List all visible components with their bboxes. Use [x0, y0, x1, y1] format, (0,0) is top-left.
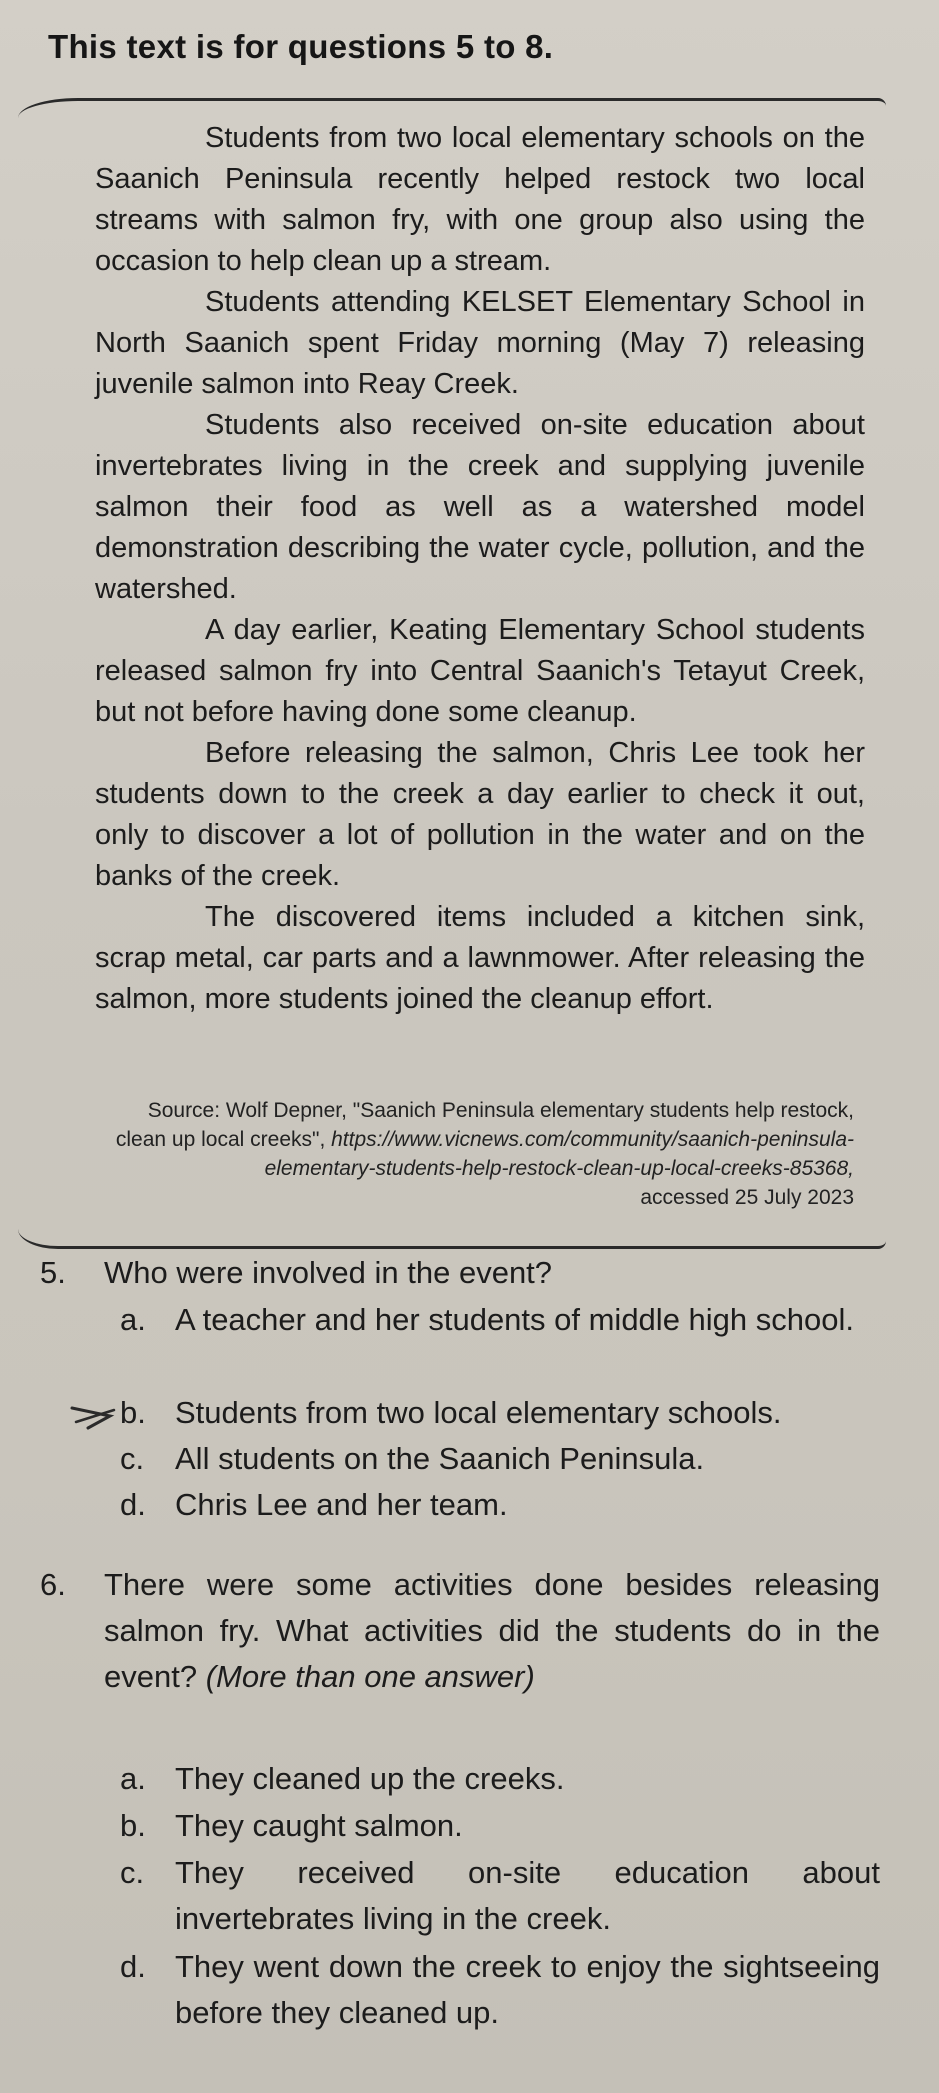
question-body: There were some activities done besides releasing salmon fry. What activities did the students do in the event?	[104, 1567, 880, 1694]
passage-paragraph: Students also received on-site education about invertebrates living in the creek and supplying juvenile salmon their food as well as a watershed model demonstration describing the water cycle, pollution, and the watershed.	[95, 409, 865, 605]
option-letter: b.	[120, 1395, 146, 1430]
question-text	[40, 1562, 880, 1700]
question-text: Who were involved in the event?	[104, 1255, 553, 1290]
source-citation	[94, 1096, 854, 1212]
passage-paragraph: The discovered items included a kitchen sink, scrap metal, car parts and a lawnmower. After releasing the salmon, more students joined the cleanup effort.	[95, 901, 865, 1015]
option-6a[interactable]	[120, 1756, 880, 1802]
option-5b[interactable]	[120, 1390, 880, 1436]
question-number: 5.	[40, 1255, 66, 1290]
option-letter: b.	[120, 1808, 146, 1843]
option-text: They caught salmon.	[175, 1808, 463, 1843]
option-letter: d.	[120, 1949, 146, 1984]
source-prefix: Source: Wolf Depner, "Saanich Peninsula elementary students help restock, clean up local creeks",	[115, 1099, 854, 1151]
option-6c[interactable]	[120, 1850, 880, 1942]
passage-paragraph: A day earlier, Keating Elementary School students released salmon fry into Central Saanich's Tetayut Creek, but not before having done some cleanup.	[95, 614, 865, 728]
option-letter: a.	[120, 1761, 146, 1796]
question-number: 6.	[40, 1567, 66, 1602]
source-accessed: accessed 25 July 2023	[640, 1186, 854, 1209]
option-6b[interactable]	[120, 1803, 880, 1849]
question-stem	[40, 1562, 880, 1700]
passage-paragraph: Before releasing the salmon, Chris Lee took her students down to the creek a day earlier to check it out, only to discover a lot of pollution in the water and on the banks of the creek.	[95, 737, 865, 892]
option-text: They went down the creek to enjoy the sightseeing before they cleaned up.	[175, 1949, 880, 2030]
option-text: All students on the Saanich Peninsula.	[175, 1441, 705, 1476]
option-letter: c.	[120, 1441, 145, 1476]
option-text: Chris Lee and her team.	[175, 1487, 508, 1522]
option-5c[interactable]	[120, 1436, 880, 1482]
option-text: They cleaned up the creeks.	[175, 1761, 565, 1796]
option-letter: a.	[120, 1302, 146, 1337]
option-letter: c.	[120, 1855, 145, 1890]
section-header: This text is for questions 5 to 8.	[48, 28, 554, 65]
passage-paragraph: Students attending KELSET Elementary School in North Saanich spent Friday morning (May 7) releasing juvenile salmon into Reay Creek.	[95, 286, 865, 400]
option-letter: d.	[120, 1487, 146, 1522]
question-note: (More than one answer)	[205, 1659, 535, 1694]
option-6d[interactable]	[120, 1944, 880, 2036]
option-text: Students from two local elementary schools.	[175, 1395, 782, 1430]
checkmark-icon	[70, 1402, 132, 1432]
option-text: A teacher and her students of middle high school.	[175, 1302, 854, 1337]
option-text: They received on-site education about invertebrates living in the creek.	[175, 1855, 880, 1936]
question-stem	[40, 1250, 880, 1296]
passage-paragraph: Students from two local elementary schools on the Saanich Peninsula recently helped restock two local streams with salmon fry, with one group also using the occasion to help clean up a stream.	[95, 122, 865, 277]
option-5d[interactable]	[120, 1482, 880, 1528]
source-url: https://www.vicnews.com/community/saanich-peninsula-elementary-students-help-restock-clean-up-local-creeks-85368,	[264, 1128, 854, 1180]
passage-text	[95, 118, 865, 1020]
option-5a[interactable]	[120, 1297, 880, 1343]
